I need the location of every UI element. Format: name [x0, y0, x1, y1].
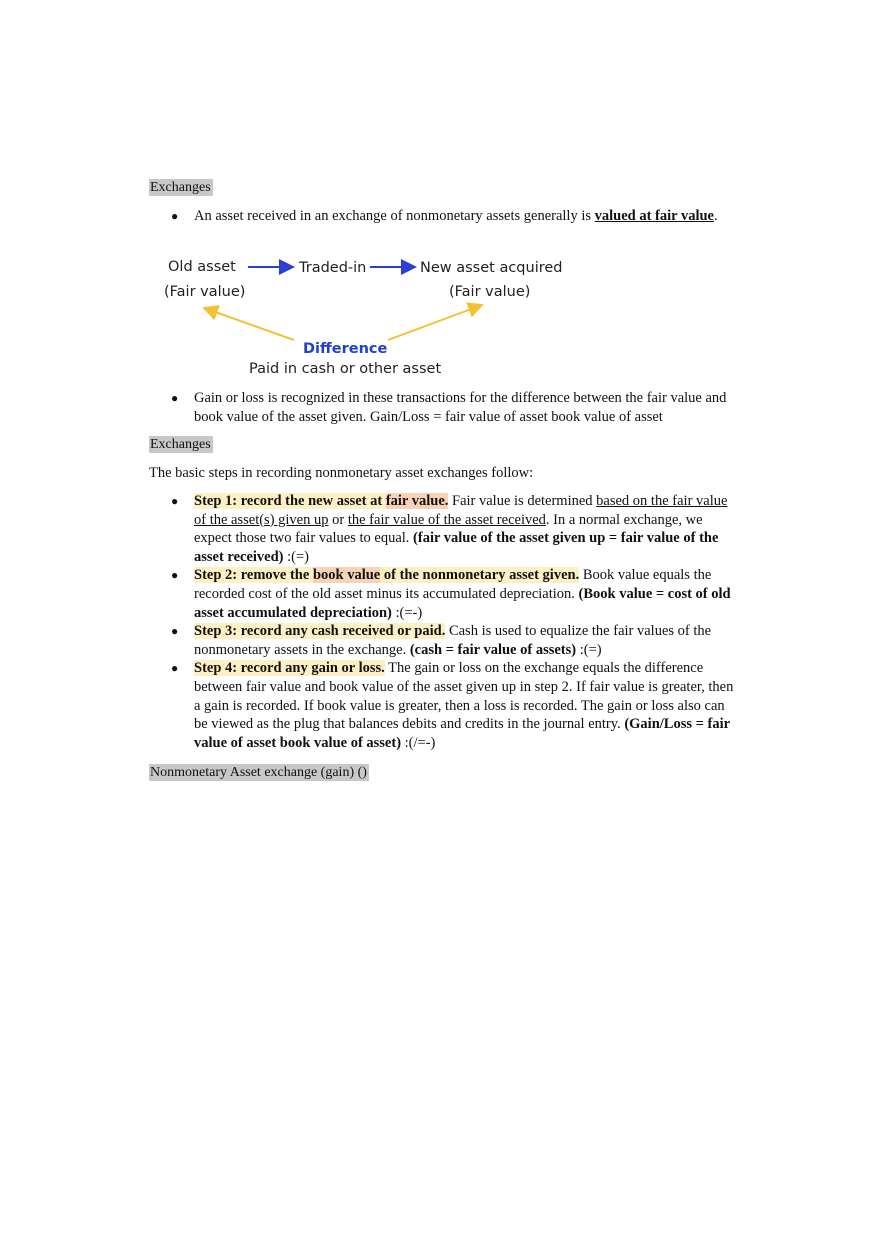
- old-asset-label: Old asset: [168, 259, 236, 275]
- step-tail: :(/=-): [401, 734, 436, 751]
- formula-text: (Book value = cost of old asset accumulated depreciation): [194, 585, 731, 621]
- bullet-icon: ●: [171, 209, 179, 223]
- step-tail: :(=): [576, 641, 602, 658]
- step-1-label: Step 1: record the new asset at: [194, 493, 386, 509]
- underlined-text: the fair value of the asset received: [347, 511, 546, 528]
- step-3-label: Step 3: record any cash received or paid.: [194, 623, 446, 640]
- step-tail: :(=): [283, 548, 310, 565]
- paid-label: Paid in cash or other asset: [249, 361, 442, 377]
- difference-label: Difference: [303, 341, 388, 357]
- old-fair-value-label: (Fair value): [164, 284, 246, 300]
- step-text: Book value equals the recorded cost of the old asset minus its accumulated depreciation.: [194, 567, 712, 602]
- bullet-text: Gain or loss is recognized in these transactions for the difference between the fair value and book value of the asset given. Gain/Loss = fair value of asset book value of asset: [194, 390, 727, 425]
- list-item: [149, 207, 739, 226]
- new-asset-label: New asset acquired: [420, 260, 563, 276]
- step-tail: :(=-): [391, 604, 423, 621]
- new-fair-value-label: (Fair value): [449, 284, 531, 300]
- step-2-label-end: of the nonmonetary asset given.: [380, 567, 580, 584]
- step-2-label: Step 2: remove the: [194, 567, 313, 584]
- step-1-label-highlight: fair value.: [385, 493, 449, 509]
- step-text: Fair value is determined: [448, 493, 597, 509]
- bullet-text: An asset received in an exchange of nonmonetary assets generally is: [194, 208, 595, 224]
- step-2-item: [149, 566, 739, 622]
- section-heading-nonmonetary: Nonmonetary Asset exchange (gain) (): [150, 765, 367, 780]
- bullet-icon: ●: [171, 624, 179, 639]
- step-text: or: [328, 511, 348, 528]
- bullet-icon: ●: [171, 568, 179, 583]
- steps-list: [149, 492, 739, 752]
- step-2-label-highlight: book value: [312, 567, 381, 584]
- bullet-icon: ●: [171, 661, 179, 676]
- traded-in-label: Traded-in: [299, 260, 367, 276]
- underlined-text: based on the fair value of the asset(s) given up: [194, 493, 728, 528]
- section-heading-exchanges-2: Exchanges: [150, 437, 211, 452]
- section-heading-exchanges-1: Exchanges: [150, 180, 211, 195]
- step-text: . In a normal exchange, we expect those two fair values to equal.: [194, 511, 703, 547]
- step-1-item: [149, 492, 739, 566]
- arrow-up-right-icon: [388, 305, 482, 340]
- formula-text: (cash = fair value of assets): [409, 641, 577, 658]
- exchange-diagram: [160, 252, 580, 382]
- bullet-icon: ●: [171, 391, 179, 405]
- bullet-list-2: [149, 389, 739, 426]
- bullet-list-1: [149, 207, 739, 226]
- step-text: The gain or loss on the exchange equals the difference between fair value and book value of the asset given up in step 2. If fair value is greater, then a gain is recorded. If book value is greater, then a loss is recorded. The gain or loss also can be viewed as the plug that balances debits and credits in the journal entry.: [194, 660, 734, 733]
- step-text: Cash is used to equalize the fair values of the nonmonetary assets in the exchange.: [194, 623, 712, 658]
- punctuation: .: [713, 208, 718, 224]
- formula-text: (Gain/Loss = fair value of asset book value of asset): [194, 716, 730, 751]
- formula-text: (fair value of the asset given up = fair value of the asset received): [194, 530, 719, 565]
- step-4-item: [149, 659, 739, 752]
- emphasis-text: valued at fair value: [594, 208, 714, 224]
- bullet-icon: ●: [171, 494, 179, 508]
- arrow-up-left-icon: [204, 308, 294, 340]
- list-item: [149, 389, 739, 426]
- intro-paragraph: The basic steps in recording nonmonetary asset exchanges follow:: [149, 465, 534, 481]
- step-4-label: Step 4: record any gain or loss.: [194, 660, 385, 677]
- step-3-item: [149, 622, 739, 659]
